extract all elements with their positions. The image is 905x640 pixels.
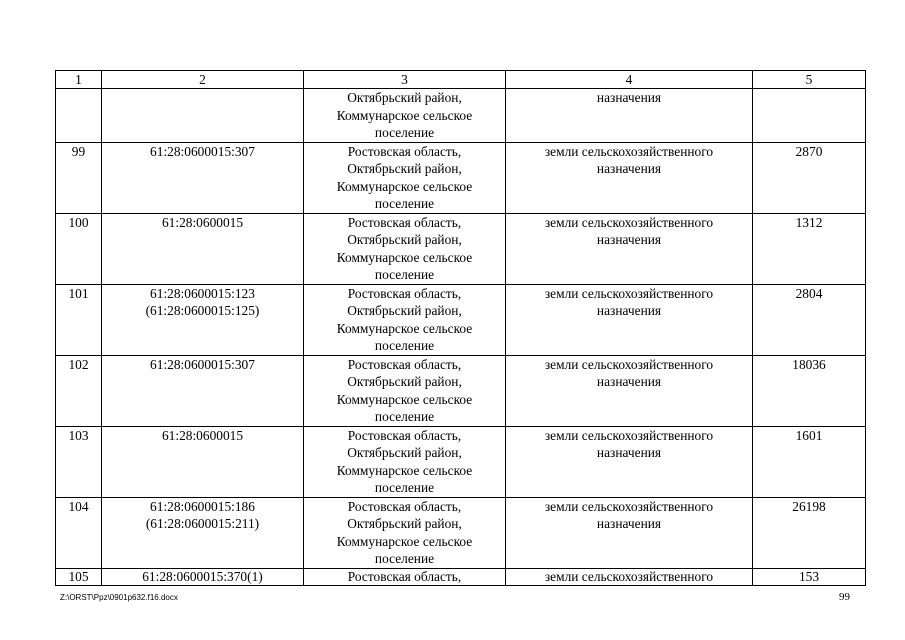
cadastral-number-cell-line: 61:28:0600015:186 — [150, 498, 255, 514]
area-cell: 1601 — [753, 426, 866, 497]
address-cell-line: Ростовская область, — [347, 427, 462, 443]
address-cell-line: Ростовская область, — [347, 214, 462, 230]
row-number-cell: 101 — [56, 284, 102, 355]
address-cell-line: поселение — [374, 196, 435, 211]
address-cell-line: Ростовская область, — [347, 356, 462, 372]
address-cell-line: Октябрьский район, — [347, 90, 462, 105]
address-cell-line: Ростовская область, — [347, 285, 462, 301]
address-cell-line: Ростовская область, — [347, 498, 462, 514]
cadastral-number-cell — [102, 142, 304, 213]
land-plots-table — [55, 70, 866, 586]
land-category-cell — [506, 568, 753, 585]
address-cell-line: Ростовская область, — [347, 143, 462, 159]
area-cell: 153 — [753, 568, 866, 585]
land-category-cell-line: назначения — [596, 90, 662, 105]
address-cell — [304, 426, 506, 497]
area-cell: 2804 — [753, 284, 866, 355]
address-cell-line: поселение — [374, 338, 435, 353]
cadastral-number-cell — [102, 89, 304, 143]
land-category-cell-line: назначения — [596, 161, 662, 176]
address-cell-line: Коммунарское сельское — [336, 107, 473, 123]
address-cell-line: поселение — [374, 267, 435, 282]
address-cell — [304, 89, 506, 143]
address-cell — [304, 284, 506, 355]
address-cell-line: поселение — [374, 551, 435, 566]
table-row — [56, 213, 866, 284]
cadastral-number-cell — [102, 497, 304, 568]
table-row — [56, 89, 866, 143]
row-number-cell: 105 — [56, 568, 102, 585]
cadastral-number-cell-line: (61:28:0600015:211) — [145, 516, 260, 531]
address-cell — [304, 497, 506, 568]
cadastral-number-cell-line: 61:28:0600015:370(1) — [142, 568, 263, 584]
address-cell — [304, 355, 506, 426]
cadastral-number-cell — [102, 426, 304, 497]
row-number-cell: 102 — [56, 355, 102, 426]
address-cell-line: Коммунарское сельское — [336, 249, 473, 265]
table-row — [56, 497, 866, 568]
address-cell-line: Октябрьский район, — [347, 445, 462, 460]
address-cell-line: Коммунарское сельское — [336, 391, 473, 407]
area-cell: 2870 — [753, 142, 866, 213]
address-cell — [304, 142, 506, 213]
row-number-cell: 99 — [56, 142, 102, 213]
column-header: 5 — [753, 71, 866, 89]
table-body — [56, 89, 866, 586]
area-cell: 1312 — [753, 213, 866, 284]
column-header: 1 — [56, 71, 102, 89]
address-cell-line: Октябрьский район, — [347, 232, 462, 247]
area-cell: 26198 — [753, 497, 866, 568]
cadastral-number-cell — [102, 355, 304, 426]
row-number-cell: 100 — [56, 213, 102, 284]
cadastral-number-cell-line: (61:28:0600015:125) — [145, 303, 260, 318]
land-category-cell-line: назначения — [596, 374, 662, 389]
cadastral-number-cell-line: 61:28:0600015 — [161, 214, 244, 230]
land-category-cell-line: назначения — [596, 303, 662, 318]
address-cell-line: Коммунарское сельское — [336, 462, 473, 478]
address-cell-line: Октябрьский район, — [347, 374, 462, 389]
land-category-cell — [506, 213, 753, 284]
table-header-row — [56, 71, 866, 89]
address-cell-line: Октябрьский район, — [347, 161, 462, 176]
column-header: 3 — [304, 71, 506, 89]
land-category-cell-line: земли сельскохозяйственного — [544, 427, 714, 443]
table-row — [56, 426, 866, 497]
area-cell — [753, 89, 866, 143]
address-cell-line: поселение — [374, 480, 435, 495]
cadastral-number-cell-line: 61:28:0600015:123 — [150, 285, 255, 301]
land-category-cell-line: назначения — [596, 445, 662, 460]
address-cell-line: Коммунарское сельское — [336, 178, 473, 194]
land-category-cell-line: земли сельскохозяйственного — [544, 568, 714, 584]
row-number-cell: 103 — [56, 426, 102, 497]
cadastral-number-cell — [102, 213, 304, 284]
land-category-cell — [506, 89, 753, 143]
table-row — [56, 284, 866, 355]
land-category-cell-line: земли сельскохозяйственного — [544, 356, 714, 372]
address-cell-line: поселение — [374, 409, 435, 424]
area-cell: 18036 — [753, 355, 866, 426]
row-number-cell — [56, 89, 102, 143]
cadastral-number-cell-line: 61:28:0600015:307 — [150, 143, 255, 159]
address-cell-line: поселение — [374, 125, 435, 140]
footer-file-path: Z:\ORST\Ppz\0901p632.f16.docx — [60, 593, 178, 602]
address-cell-line: Коммунарское сельское — [336, 533, 473, 549]
land-category-cell-line: назначения — [596, 232, 662, 247]
table-row — [56, 568, 866, 585]
cadastral-number-cell-line: 61:28:0600015 — [161, 427, 244, 443]
land-category-cell — [506, 426, 753, 497]
footer-page-number: 99 — [839, 591, 850, 603]
column-header: 2 — [102, 71, 304, 89]
address-cell-line: Коммунарское сельское — [336, 320, 473, 336]
table-row — [56, 142, 866, 213]
cadastral-number-cell — [102, 284, 304, 355]
land-category-cell — [506, 284, 753, 355]
land-category-cell — [506, 142, 753, 213]
address-cell — [304, 568, 506, 585]
land-category-cell-line: назначения — [596, 516, 662, 531]
land-category-cell-line: земли сельскохозяйственного — [544, 143, 714, 159]
cadastral-number-cell-line: 61:28:0600015:307 — [150, 356, 255, 372]
column-header: 4 — [506, 71, 753, 89]
land-category-cell — [506, 355, 753, 426]
address-cell — [304, 213, 506, 284]
cadastral-number-cell — [102, 568, 304, 585]
address-cell-line: Ростовская область, — [347, 568, 462, 584]
land-category-cell-line: земли сельскохозяйственного — [544, 285, 714, 301]
land-category-cell-line: земли сельскохозяйственного — [544, 498, 714, 514]
address-cell-line: Октябрьский район, — [347, 303, 462, 318]
land-category-cell — [506, 497, 753, 568]
address-cell-line: Октябрьский район, — [347, 516, 462, 531]
land-category-cell-line: земли сельскохозяйственного — [544, 214, 714, 230]
table-row — [56, 355, 866, 426]
row-number-cell: 104 — [56, 497, 102, 568]
